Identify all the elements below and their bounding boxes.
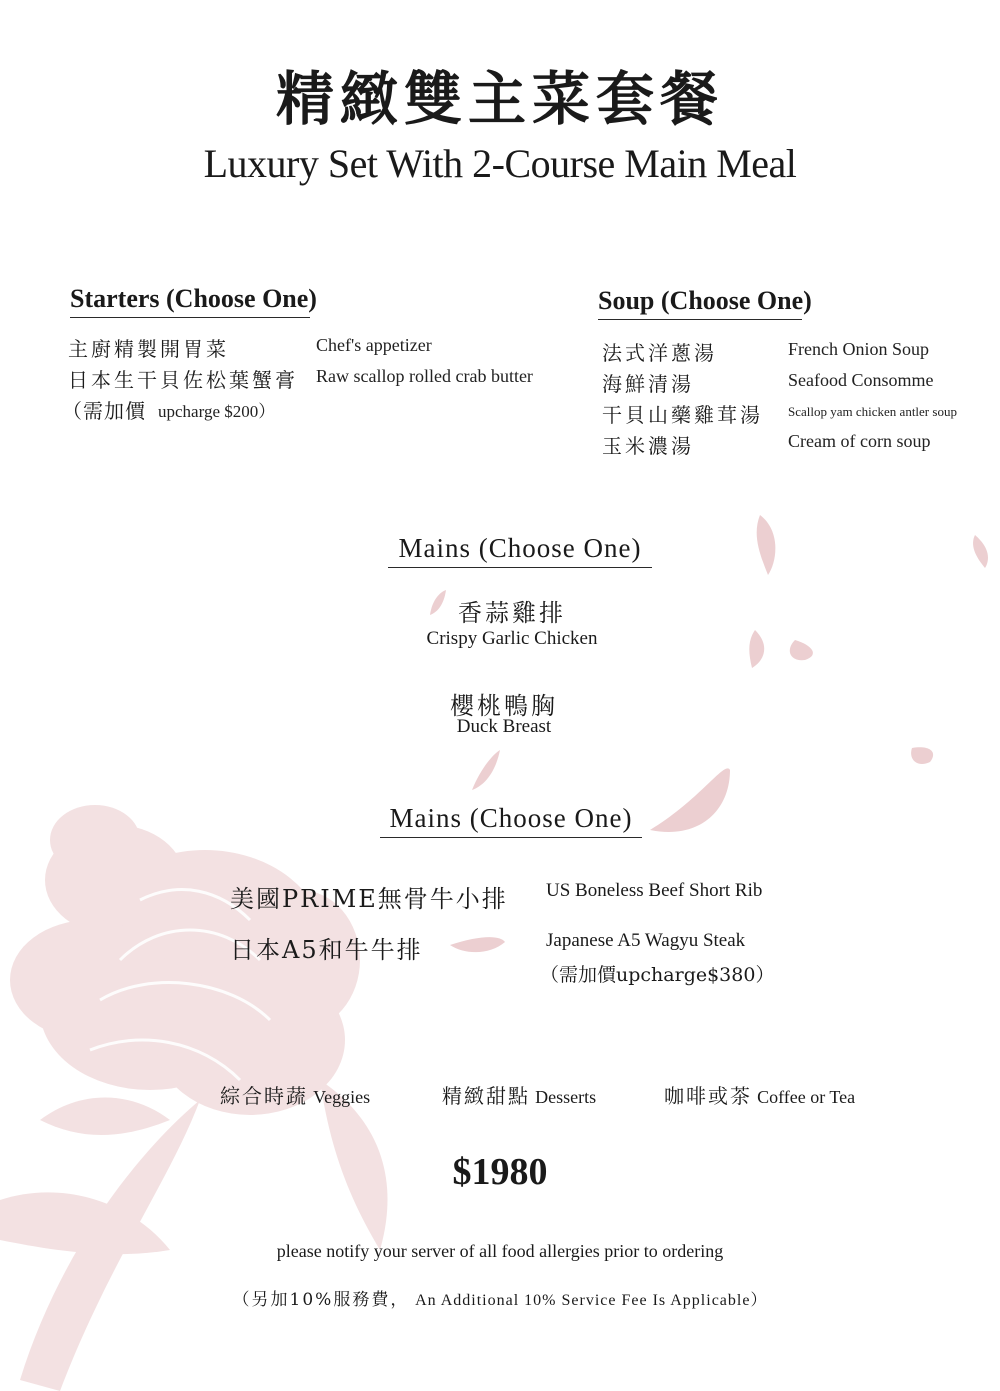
soup-item-en: Cream of corn soup [788,431,931,451]
starter-item-en: Raw scallop rolled crab butter [316,366,533,386]
soup-item-en: French Onion Soup [788,339,929,359]
extra-item-en: Coffee or Tea [757,1087,856,1107]
title-english: Luxury Set With 2-Course Main Meal [203,141,797,186]
starter-upcharge-en: upcharge $200） [158,402,276,421]
starter-item-zh: 主廚精製開胃菜 [68,337,229,361]
extra-item [664,1080,855,1109]
soup-item-en: Scallop yam chicken antler soup [788,404,957,419]
starter-item-en: Chef's appetizer [316,335,432,355]
main-item-zh: 美國PRIME無骨牛小排 [230,885,508,913]
main-item-en: Duck Breast [456,716,552,737]
set-price: $1980 [452,1151,548,1193]
extra-item-en: Veggies [313,1087,371,1107]
main-item-en: US Boneless Beef Short Rib [546,880,763,901]
title-chinese: 精緻雙主菜套餐 [275,65,724,133]
service-fee-zh: （另加10%服務費， [232,1290,410,1310]
soup-item-zh: 海鮮清湯 [602,372,694,396]
starter-item-zh: 日本生干貝佐松葉蟹膏 [68,368,298,392]
starter-upcharge-zh: （需加價 [62,399,146,423]
soup-item-zh: 玉米濃湯 [602,434,694,458]
main-item-zh: 香蒜雞排 [458,599,566,627]
extra-item-en: Desserts [535,1087,597,1107]
mains-heading: Mains (Choose One) [380,803,642,838]
main-item-zh: 櫻桃鴨胸 [450,692,558,720]
extra-item-zh: 綜合時蔬 [220,1084,308,1108]
main-item-en: Crispy Garlic Chicken [426,628,598,649]
service-fee-en: An Additional 10% Service Fee Is Applicable） [415,1292,768,1309]
main-item-en: Japanese A5 Wagyu Steak [546,930,746,951]
main-upcharge: （需加價upcharge$380） [540,964,775,986]
soup-heading: Soup (Choose One) [598,286,802,320]
extra-item-zh: 精緻甜點 [442,1084,530,1108]
starters-heading: Starters (Choose One) [70,284,310,318]
allergy-note: please notify your server of all food allergies prior to ordering [276,1241,724,1261]
extra-item-zh: 咖啡或茶 [664,1084,752,1108]
soup-item-zh: 干貝山藥雞茸湯 [602,403,763,427]
extra-item [442,1080,596,1109]
soup-item-en: Seafood Consomme [788,370,934,390]
main-item-zh: 日本A5和牛牛排 [230,936,423,964]
service-fee-note [0,1285,1000,1310]
mains-heading: Mains (Choose One) [388,533,652,568]
extra-item [220,1080,370,1109]
soup-item-zh: 法式洋蔥湯 [602,341,717,365]
